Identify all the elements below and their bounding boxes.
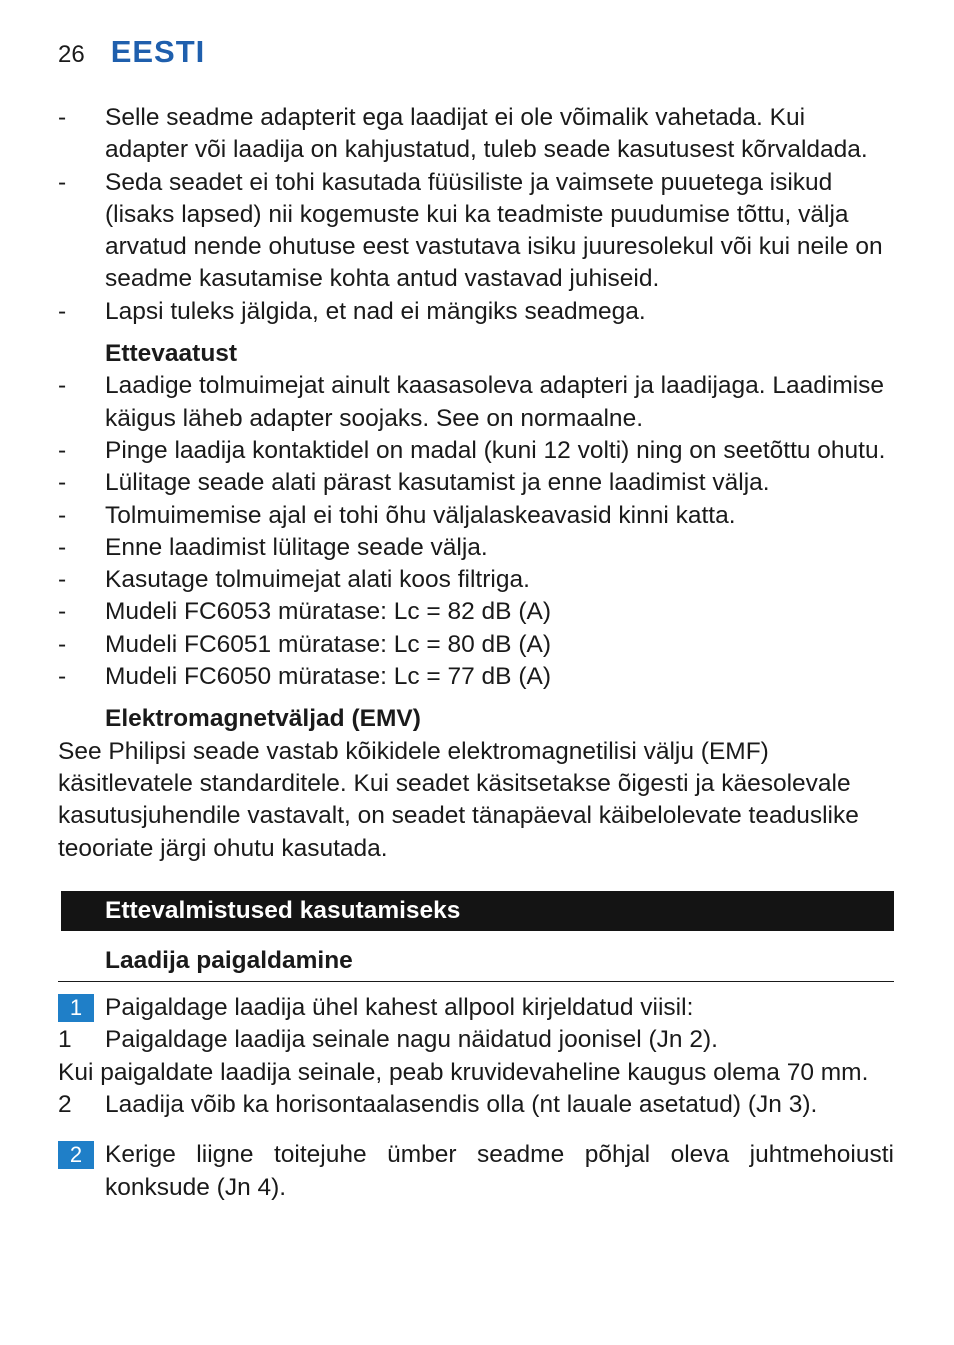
emf-paragraph: See Philipsi seade vastab kõikidele elektromagnetilisi välju (EMF) käsitlevatele standarditele. Kui seadet käsitsetakse õigesti ja käesolevale kasutusjuhendile vastavalt, on seadet tänapäeval käibelolevate teaduslike teooriate järgi ohutu kasutada.: [58, 737, 859, 862]
list-item: - Pinge laadija kontaktidel on madal (kuni 12 volti) ning on seetõttu ohutu.: [58, 436, 886, 464]
page-content: [58, 102, 894, 1204]
list-item: - Tolmuimemise ajal ei tohi õhu väljalaskeavasid kinni katta.: [58, 501, 736, 529]
list-item: - Kasutage tolmuimejat alati koos filtriga.: [58, 566, 530, 594]
page-number: 26: [58, 41, 85, 68]
option-item: 2 Laadija võib ka horisontaalasendis olla (nt lauale asetatud) (Jn 3).: [58, 1091, 818, 1119]
list-item: - Enne laadimist lülitage seade välja.: [58, 533, 488, 561]
subsection-heading: Laadija paigaldamine: [58, 945, 894, 982]
list-item: - Lapsi tuleks jälgida, et nad ei mängiks seadmega.: [58, 297, 646, 325]
section-heading-bar: Ettevalmistused kasutamiseks: [61, 891, 894, 931]
emf-heading: Elektromagnetväljad (EMV): [105, 705, 421, 733]
language-title: EESTI: [110, 34, 206, 69]
list-item: - Mudeli FC6051 müratase: Lc = 80 dB (A): [58, 630, 551, 658]
list-item: - Mudeli FC6050 müratase: Lc = 77 dB (A): [58, 663, 551, 691]
list-item: - Lülitage seade alati pärast kasutamist ja enne laadimist välja.: [58, 469, 770, 497]
caution-heading: Ettevaatust: [105, 340, 238, 368]
step-number-badge: 2: [58, 1141, 94, 1169]
warnings-list: [58, 102, 894, 328]
step-number-badge: 1: [58, 994, 94, 1022]
step-text: Paigaldage laadija ühel kahest allpool kirjeldatud viisil:: [105, 994, 694, 1022]
option-item: 1 Paigaldage laadija seinale nagu näidatud joonisel (Jn 2).: [58, 1026, 718, 1054]
list-item: - Seda seadet ei tohi kasutada füüsiliste ja vaimsete puuetega isikud (lisaks lapsed) nii kogemuste kui ka teadmiste puudumise tõttu, välja arvatud nende ohutuse eest vastutava isiku juuresolekul või kui neile on seadme kasutamise kohta antud vastavad juhiseid.: [58, 168, 883, 293]
caution-list: [58, 370, 894, 693]
step-text: Kerige liigne toitejuhe ümber seadme põhjal oleva juhtmehoiusti konksude (Jn 4).: [105, 1141, 894, 1201]
list-item: - Selle seadme adapterit ega laadijat ei ole võimalik vahetada. Kui adapter või laadija on kahjustatud, tuleb seade kasutusest kõrvaldada.: [58, 104, 868, 164]
page-header: [58, 34, 205, 74]
step-1: [58, 992, 894, 1024]
step-2: [58, 1139, 894, 1204]
step-note: Kui paigaldate laadija seinale, peab kruvidevaheline kaugus olema 70 mm.: [58, 1058, 869, 1086]
list-item: - Laadige tolmuimejat ainult kaasasoleva adapteri ja laadijaga. Laadimise käigus läheb adapter soojaks. See on normaalne.: [58, 372, 885, 432]
list-item: - Mudeli FC6053 müratase: Lc = 82 dB (A): [58, 598, 551, 626]
